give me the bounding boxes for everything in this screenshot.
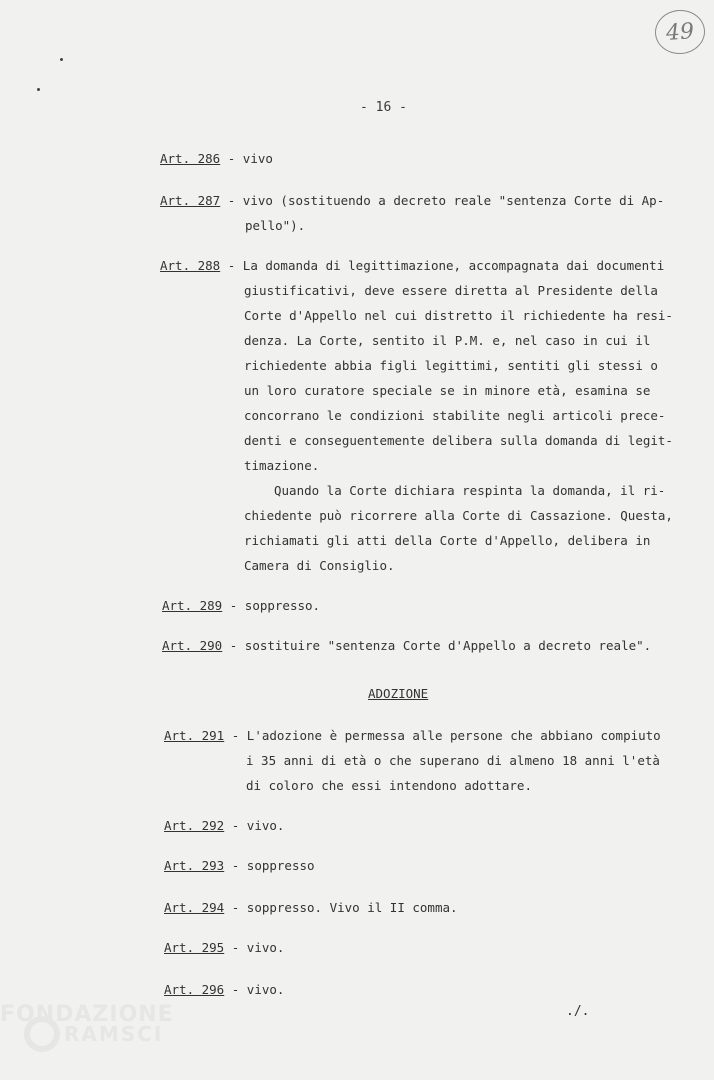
article-291 xyxy=(164,729,661,743)
article-text: - vivo. xyxy=(231,982,285,997)
article-label: Art. 287 xyxy=(160,193,221,208)
article-label: Art. 290 xyxy=(162,638,223,653)
page-number: - 16 - xyxy=(360,100,407,115)
article-text: - soppresso. xyxy=(229,598,321,613)
article-label: Art. 294 xyxy=(164,900,225,915)
article-text: - vivo. xyxy=(231,940,285,955)
article-label: Art. 295 xyxy=(164,940,225,955)
speck xyxy=(37,88,40,91)
body-line: timazione. xyxy=(244,458,320,473)
article-label: Art. 296 xyxy=(164,982,225,997)
article-text: - vivo xyxy=(227,151,273,166)
article-290 xyxy=(162,639,651,653)
body-line: concorrano le condizioni stabilite negli articoli prece- xyxy=(244,408,666,423)
archive-stamp: 49 xyxy=(654,8,707,55)
body-line: chiedente può ricorrere alla Corte di Cassazione. Questa, xyxy=(244,508,673,523)
body-line: denti e conseguentemente delibera sulla domanda di legit- xyxy=(244,433,673,448)
body-line: di coloro che essi intendono adottare. xyxy=(246,778,532,793)
watermark-line2: RAMSCI xyxy=(64,1022,164,1046)
article-293 xyxy=(164,859,315,873)
watermark-line1: FONDAZIONE xyxy=(0,1002,174,1027)
article-294 xyxy=(164,901,458,915)
body-line: giustificativi, deve essere diretta al Presidente della xyxy=(244,283,658,298)
watermark-g-logo-icon xyxy=(24,1016,60,1052)
body-line: denza. La Corte, sentito il P.M. e, nel caso in cui il xyxy=(244,333,651,348)
article-label: Art. 292 xyxy=(164,818,225,833)
article-text: - sostituire "sentenza Corte d'Appello a decreto reale". xyxy=(229,638,652,653)
body-line: richiedente abbia figli legittimi, sentiti gli stessi o xyxy=(244,358,658,373)
section-heading: ADOZIONE xyxy=(368,686,429,701)
article-text: - soppresso. Vivo il II comma. xyxy=(231,900,458,915)
article-text: - L'adozione è permessa alle persone che abbiano compiuto xyxy=(231,728,661,743)
body-line: Corte d'Appello nel cui distretto il richiedente ha resi- xyxy=(244,308,673,323)
article-287 xyxy=(160,194,664,208)
body-line: Camera di Consiglio. xyxy=(244,558,395,573)
article-289 xyxy=(162,599,320,613)
article-label: Art. 293 xyxy=(164,858,225,873)
body-line: un loro curatore speciale se in minore età, esamina se xyxy=(244,383,651,398)
article-292 xyxy=(164,819,284,833)
article-label: Art. 286 xyxy=(160,151,221,166)
article-label: Art. 288 xyxy=(160,258,221,273)
speck xyxy=(60,58,63,61)
article-text: - La domanda di legittimazione, accompagnata dai documenti xyxy=(227,258,665,273)
article-295 xyxy=(164,941,284,955)
continuation-mark: ./. xyxy=(566,1004,590,1019)
body-line: i 35 anni di età o che superano di almeno 18 anni l'età xyxy=(246,753,660,768)
article-text: - vivo (sostituendo a decreto reale "sentenza Corte di Ap- xyxy=(227,193,665,208)
article-296 xyxy=(164,983,284,997)
article-label: Art. 291 xyxy=(164,728,225,743)
body-line: Quando la Corte dichiara respinta la domanda, il ri- xyxy=(274,483,666,498)
article-287-continuation: pello"). xyxy=(245,218,306,233)
article-label: Art. 289 xyxy=(162,598,223,613)
article-288 xyxy=(160,259,664,273)
body-line: richiamati gli atti della Corte d'Appello, delibera in xyxy=(244,533,651,548)
article-text: - soppresso xyxy=(231,858,315,873)
article-text: - vivo. xyxy=(231,818,285,833)
article-286 xyxy=(160,152,273,166)
